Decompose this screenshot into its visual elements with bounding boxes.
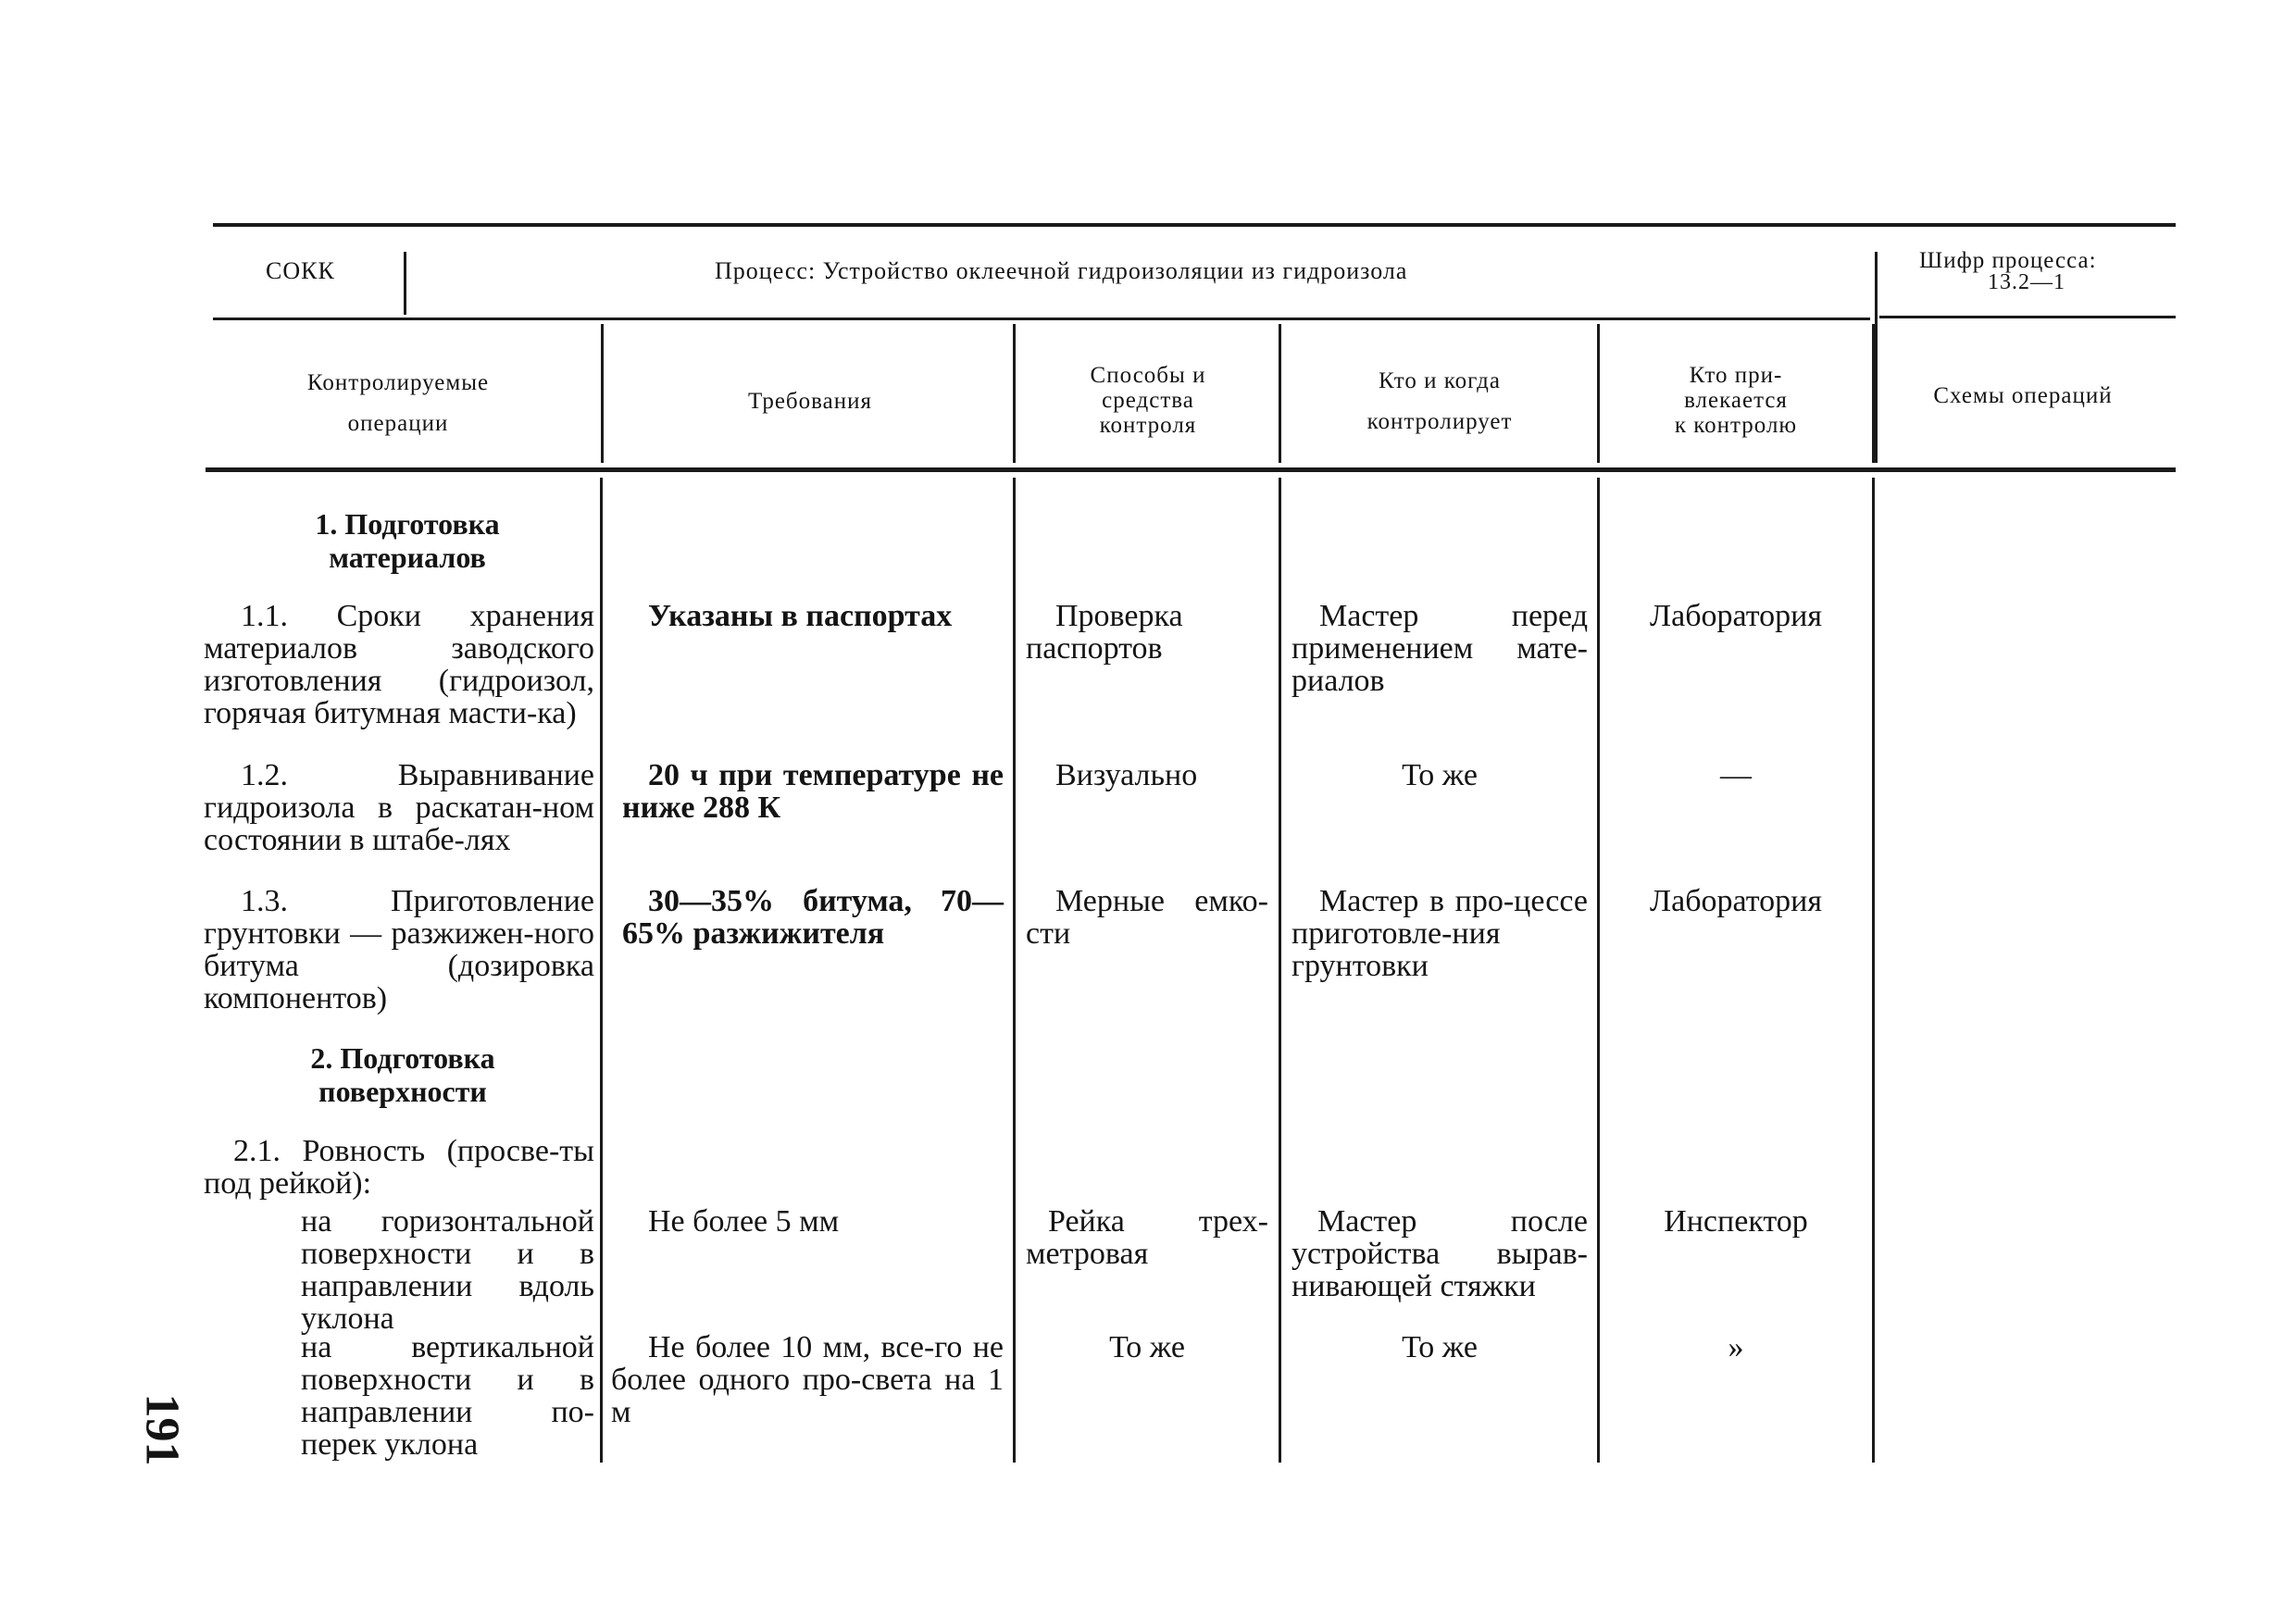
- row-2-1b-operation: на вертикальной поверхности и в направлении по-перек уклона: [301, 1330, 594, 1462]
- row-2-1b-who-when: То же: [1402, 1330, 1478, 1364]
- row-2-1a-operation: на горизонтальной поверхности и в направлении вдоль уклона: [301, 1204, 594, 1336]
- process-title: Процесс: Устройство оклеечной гидроизоляции из гидроизола: [715, 257, 1408, 284]
- row-2-1a-involved: Инспектор: [1664, 1204, 1808, 1239]
- section-1-title-line1: 1. Подготовка: [315, 507, 500, 541]
- row-1-1-involved: Лаборатория: [1650, 599, 1822, 633]
- row-1-3-method: Мерные емко-сти: [1026, 884, 1268, 951]
- row-1-2-involved: —: [1720, 758, 1752, 792]
- section-2-title-line1: 2. Подготовка: [310, 1041, 495, 1075]
- row-1-2-requirement: 20 ч при температуре не ниже 288 К: [622, 758, 1004, 825]
- row-1-2-who-when: То же: [1402, 758, 1478, 792]
- col-header-methods-line2: средства: [1102, 388, 1194, 413]
- col-header-involved-line2: влекается: [1684, 388, 1788, 413]
- col-divider-3b: [1279, 478, 1281, 1463]
- col-divider-4: [1597, 324, 1600, 463]
- row-1-3-requirement: 30—35% битума, 70—65% разжижителя: [622, 884, 1004, 951]
- section-1-title: [222, 507, 593, 574]
- col-header-methods-line1: Способы и: [1090, 363, 1206, 388]
- row-1-1-requirement: Указаны в паспортах: [648, 599, 953, 633]
- row-2-1b-requirement: Не более 10 мм, все-го не более одного про-света на 1 м: [611, 1330, 1004, 1429]
- row-1-2-operation: 1.2. Выравнивание гидроизола в раскатан-ном состоянии в штабе-лях: [204, 758, 594, 857]
- col-header-involved-line1: Кто при-: [1689, 363, 1783, 388]
- title-rule-left: [213, 318, 1870, 320]
- section-1-title-line2: материалов: [329, 541, 486, 574]
- row-2-1-operation: 2.1. Ровность (просве-ты под рейкой):: [204, 1134, 594, 1201]
- col-header-involved-line3: к контролю: [1674, 413, 1798, 438]
- col-divider-4b: [1597, 478, 1600, 1463]
- col-header-who-when-line1: Кто и когда: [1379, 368, 1501, 393]
- col-divider-1: [601, 324, 604, 463]
- col-header-operations-line1: Контролируемые: [306, 370, 490, 395]
- col-header-schemes: Схемы операций: [1933, 383, 2113, 408]
- code-divider: [404, 252, 406, 315]
- col-header-requirements: Требования: [748, 389, 872, 414]
- col-header-operations: [213, 363, 583, 444]
- cipher-label: Шифр процесса:: [1919, 248, 2097, 273]
- header-rule: [206, 467, 2176, 472]
- row-2-1b-method: То же: [1109, 1330, 1185, 1364]
- col-header-methods: [1018, 363, 1278, 438]
- code-label: СОКК: [266, 257, 335, 284]
- row-1-3-who-when: Мастер в про-цессе приготовле-ния грунтовки: [1292, 884, 1588, 983]
- col-header-who-when-line2: контролирует: [1366, 409, 1513, 434]
- col-divider-5: [1872, 324, 1875, 463]
- row-2-1a-requirement: Не более 5 мм: [648, 1204, 840, 1239]
- section-2-title-line2: поверхности: [318, 1075, 487, 1108]
- col-divider-5b: [1872, 478, 1875, 1463]
- row-1-1-who-when: Мастер перед применением мате-риалов: [1292, 599, 1588, 698]
- row-1-3-involved: Лаборатория: [1650, 884, 1822, 918]
- col-header-methods-line3: контроля: [1099, 413, 1197, 438]
- top-rule: [213, 223, 2176, 227]
- page-number: 191: [135, 1393, 189, 1466]
- col-divider-2b: [1013, 478, 1016, 1463]
- row-2-1a-method: Рейка трех-метровая: [1026, 1204, 1268, 1271]
- col-divider-2: [1013, 324, 1016, 463]
- row-2-1a-who-when: Мастер после устройства вырав-нивающей стяжки: [1292, 1204, 1588, 1303]
- cipher-value: 13.2—1: [1988, 270, 2065, 294]
- title-rule-right: [1879, 316, 2176, 318]
- row-1-1-operation: 1.1. Сроки хранения материалов заводского изготовления (гидроизол, горячая битумная масти-ка): [204, 599, 594, 730]
- col-header-operations-line2: операции: [347, 411, 449, 436]
- row-1-3-operation: 1.3. Приготовление грунтовки — разжижен-ного битума (дозировка компонентов): [204, 884, 594, 1015]
- row-1-2-method: Визуально: [1055, 758, 1198, 792]
- col-divider-3: [1279, 324, 1281, 463]
- row-2-1b-involved: »: [1728, 1330, 1744, 1364]
- cipher-divider: [1875, 252, 1878, 463]
- section-2-title: [218, 1041, 588, 1108]
- row-1-1-method: Проверка паспортов: [1026, 599, 1183, 666]
- col-header-who-when: [1282, 361, 1597, 442]
- col-header-involved: [1602, 363, 1870, 438]
- col-divider-1b: [600, 478, 603, 1463]
